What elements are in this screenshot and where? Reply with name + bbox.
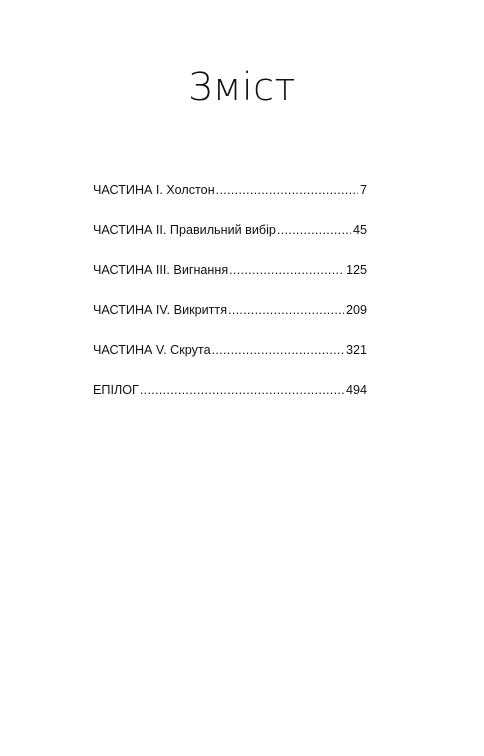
toc-entry-part-3 bbox=[93, 260, 367, 280]
toc-entry-label: ЧАСТИНА II. Правильний вибір bbox=[93, 223, 276, 237]
toc-entry-part-2 bbox=[93, 220, 367, 240]
toc-entry-label: ЧАСТИНА III. Вигнання bbox=[93, 263, 229, 277]
toc-entry-label: ЧАСТИНА I. Холстон bbox=[93, 183, 215, 197]
toc-dot-leader bbox=[216, 180, 358, 200]
toc-entry-epilogue bbox=[93, 380, 367, 400]
toc-entry-page: 494 bbox=[345, 383, 367, 397]
table-of-contents bbox=[93, 180, 367, 420]
toc-entry-page: 45 bbox=[352, 223, 367, 237]
page-title: Зміст bbox=[188, 65, 296, 109]
toc-entry-label: ЕПІЛОГ bbox=[93, 383, 139, 397]
toc-entry-label: ЧАСТИНА IV. Викриття bbox=[93, 303, 228, 317]
toc-dot-leader bbox=[228, 300, 344, 320]
toc-entry-page: 7 bbox=[359, 183, 367, 197]
toc-entry-part-5 bbox=[93, 340, 367, 360]
toc-dot-leader bbox=[277, 220, 351, 240]
toc-entry-part-1 bbox=[93, 180, 367, 200]
toc-dot-leader bbox=[212, 340, 344, 360]
toc-entry-label: ЧАСТИНА V. Скрута bbox=[93, 343, 211, 357]
toc-entry-page: 125 bbox=[345, 263, 367, 277]
toc-entry-page: 321 bbox=[345, 343, 367, 357]
toc-entry-page: 209 bbox=[345, 303, 367, 317]
toc-dot-leader bbox=[229, 260, 344, 280]
toc-dot-leader bbox=[140, 380, 344, 400]
toc-entry-part-4 bbox=[93, 300, 367, 320]
